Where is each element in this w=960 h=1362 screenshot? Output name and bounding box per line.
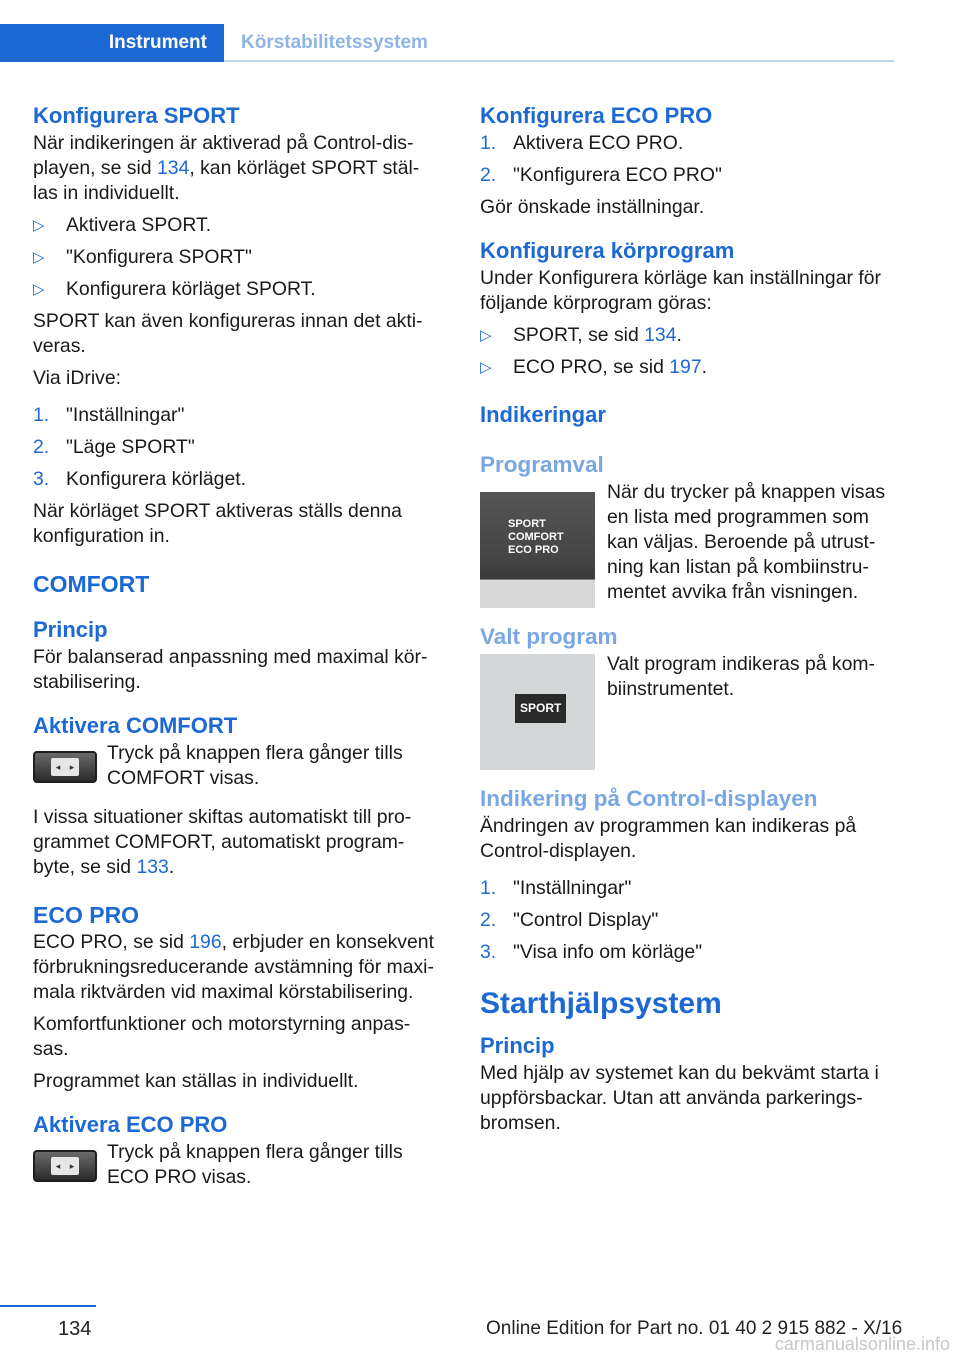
programval-heading: Programval (480, 452, 604, 477)
list-item: 1. Aktivera ECO PRO. (480, 132, 684, 154)
header-rule (224, 60, 894, 62)
tab-instrument-label: Instrument (108, 32, 207, 53)
konfigurera-korprogram-text: Under Konfigurera körläge kan inställningar för följande körprogram göras: (480, 267, 881, 314)
program-list-display-image: SPORT COMFORT ECO PRO (480, 492, 595, 608)
comfort-princip-text: För balanserad anpassning med maximal kör- stabilisering. (33, 646, 428, 693)
list-item: ▷ Konfigurera körläget SPORT. (33, 278, 316, 300)
valt-program-text: Valt program indikeras på kom- biinstrumentet. (607, 653, 875, 700)
page-link-133[interactable]: 133 (136, 856, 169, 878)
valt-program-row (480, 652, 894, 770)
aktivera-eco-pro-row: ◂ ▸ Tryck på knappen flera gånger tills ECO PRO visas. (33, 1140, 447, 1190)
tab-korstabilitetssystem-label: Körstabilitetssystem (241, 32, 428, 53)
comfort-heading: COMFORT (33, 571, 150, 597)
list-item: 1. "Inställningar" (480, 877, 632, 899)
eco-pro-komfort: Komfortfunktioner och motorstyrning anpas- sas. (33, 1013, 411, 1060)
starthjalp-princip-heading: Princip (480, 1033, 555, 1058)
konfigurera-sport-heading: Konfigurera SPORT (33, 103, 240, 128)
watermark: carmanualsonline.info (774, 1334, 950, 1354)
tab-instrument[interactable] (0, 24, 224, 62)
control-display-text: Ändringen av programmen kan indikeras på Control-displayen. (480, 815, 857, 862)
list-item: 3. "Visa info om körläge" (480, 941, 703, 963)
konfigurera-eco-pro-after: Gör önskade inställningar. (480, 196, 705, 218)
via-idrive: Via iDrive: (33, 367, 122, 389)
aktivera-comfort-row: ◂ ▸ Tryck på knappen flera gånger tills COMFORT visas. (33, 741, 447, 791)
control-display-heading: Indikering på Control-displayen (480, 786, 818, 811)
right-column (480, 101, 894, 1143)
mode-switch-icon: ◂ ▸ (33, 1150, 97, 1182)
triangle-bullet-icon: ▷ (480, 359, 492, 376)
indikeringar-heading: Indikeringar (480, 402, 606, 427)
aktivera-eco-pro-heading: Aktivera ECO PRO (33, 1112, 228, 1137)
list-item: ▷ "Konfigurera SPORT" (33, 246, 252, 268)
triangle-bullet-icon: ▷ (33, 281, 45, 298)
list-item: 3. Konfigurera körläget. (33, 468, 247, 490)
edition-text: Online Edition for Part no. 01 40 2 915 882 - X/16 (486, 1318, 903, 1339)
sport-result: När körläget SPORT aktiveras ställs denna konfiguration in. (33, 500, 402, 547)
konfigurera-eco-pro-heading: Konfigurera ECO PRO (480, 103, 713, 128)
page-link-197[interactable]: 197 (669, 356, 702, 378)
starthjalpsystem-heading: Starthjälpsystem (480, 987, 722, 1020)
comfort-auto-text: I vissa situationer skiftas automatiskt till pro- grammet COMFORT, automatiskt program- byte, se sid 133. (33, 806, 412, 878)
page-link-134[interactable]: 134 (644, 324, 677, 346)
programval-text: När du trycker på knappen visas en lista med programmen som kan väljas. Beroende på utrust- ning kan listan på kombiinstru- mentet avvika från visningen. (607, 481, 886, 603)
triangle-bullet-icon: ▷ (33, 217, 45, 234)
list-item: ▷ Aktivera SPORT. (33, 214, 212, 236)
eco-pro-individuellt: Programmet kan ställas in individuellt. (33, 1070, 359, 1092)
page-number: 134 (58, 1318, 92, 1340)
list-item: ▷ ECO PRO, se sid 197. (480, 356, 707, 378)
konfigurera-korprogram-heading: Konfigurera körprogram (480, 238, 735, 263)
aktivera-comfort-heading: Aktivera COMFORT (33, 713, 238, 738)
comfort-princip-heading: Princip (33, 617, 108, 642)
sport-note: SPORT kan även konfigureras innan det akti- veras. (33, 310, 423, 357)
programval-row (480, 480, 894, 608)
triangle-bullet-icon: ▷ (33, 249, 45, 266)
list-item: 2. "Control Display" (480, 909, 659, 931)
selected-program-display-image (480, 654, 595, 770)
page-link-196[interactable]: 196 (189, 931, 222, 953)
mode-switch-icon: ◂ ▸ (33, 751, 97, 783)
eco-pro-heading: ECO PRO (33, 902, 140, 928)
page-link-134[interactable]: 134 (156, 157, 190, 179)
list-item: 2. "Konfigurera ECO PRO" (480, 164, 722, 186)
tab-korstabilitetssystem[interactable] (241, 24, 428, 62)
eco-pro-text: ECO PRO, se sid 196, erbjuder en konsekvent förbrukningsreducerande avstämning för maxi- mala riktvärden vid maximal körstabilisering. (33, 931, 434, 1003)
list-item: ▷ SPORT, se sid 134. (480, 324, 682, 346)
list-item: 2. "Läge SPORT" (33, 436, 195, 458)
konfigurera-sport-intro: När indikeringen är aktiverad på Control-dis- playen, se sid 134, kan körläget SPORT stäl- las in individuellt. (33, 132, 420, 204)
valt-program-heading: Valt program (480, 624, 618, 649)
triangle-bullet-icon: ▷ (480, 327, 492, 344)
list-item: 1. "Inställningar" (33, 404, 185, 426)
starthjalp-princip-text: Med hjälp av systemet kan du bekvämt starta i uppförsbackar. Utan att använda parkerings- bromsen. (480, 1062, 879, 1134)
left-column (33, 101, 447, 1204)
footer-rule (0, 1305, 96, 1307)
sport-badge: SPORT (515, 694, 566, 723)
